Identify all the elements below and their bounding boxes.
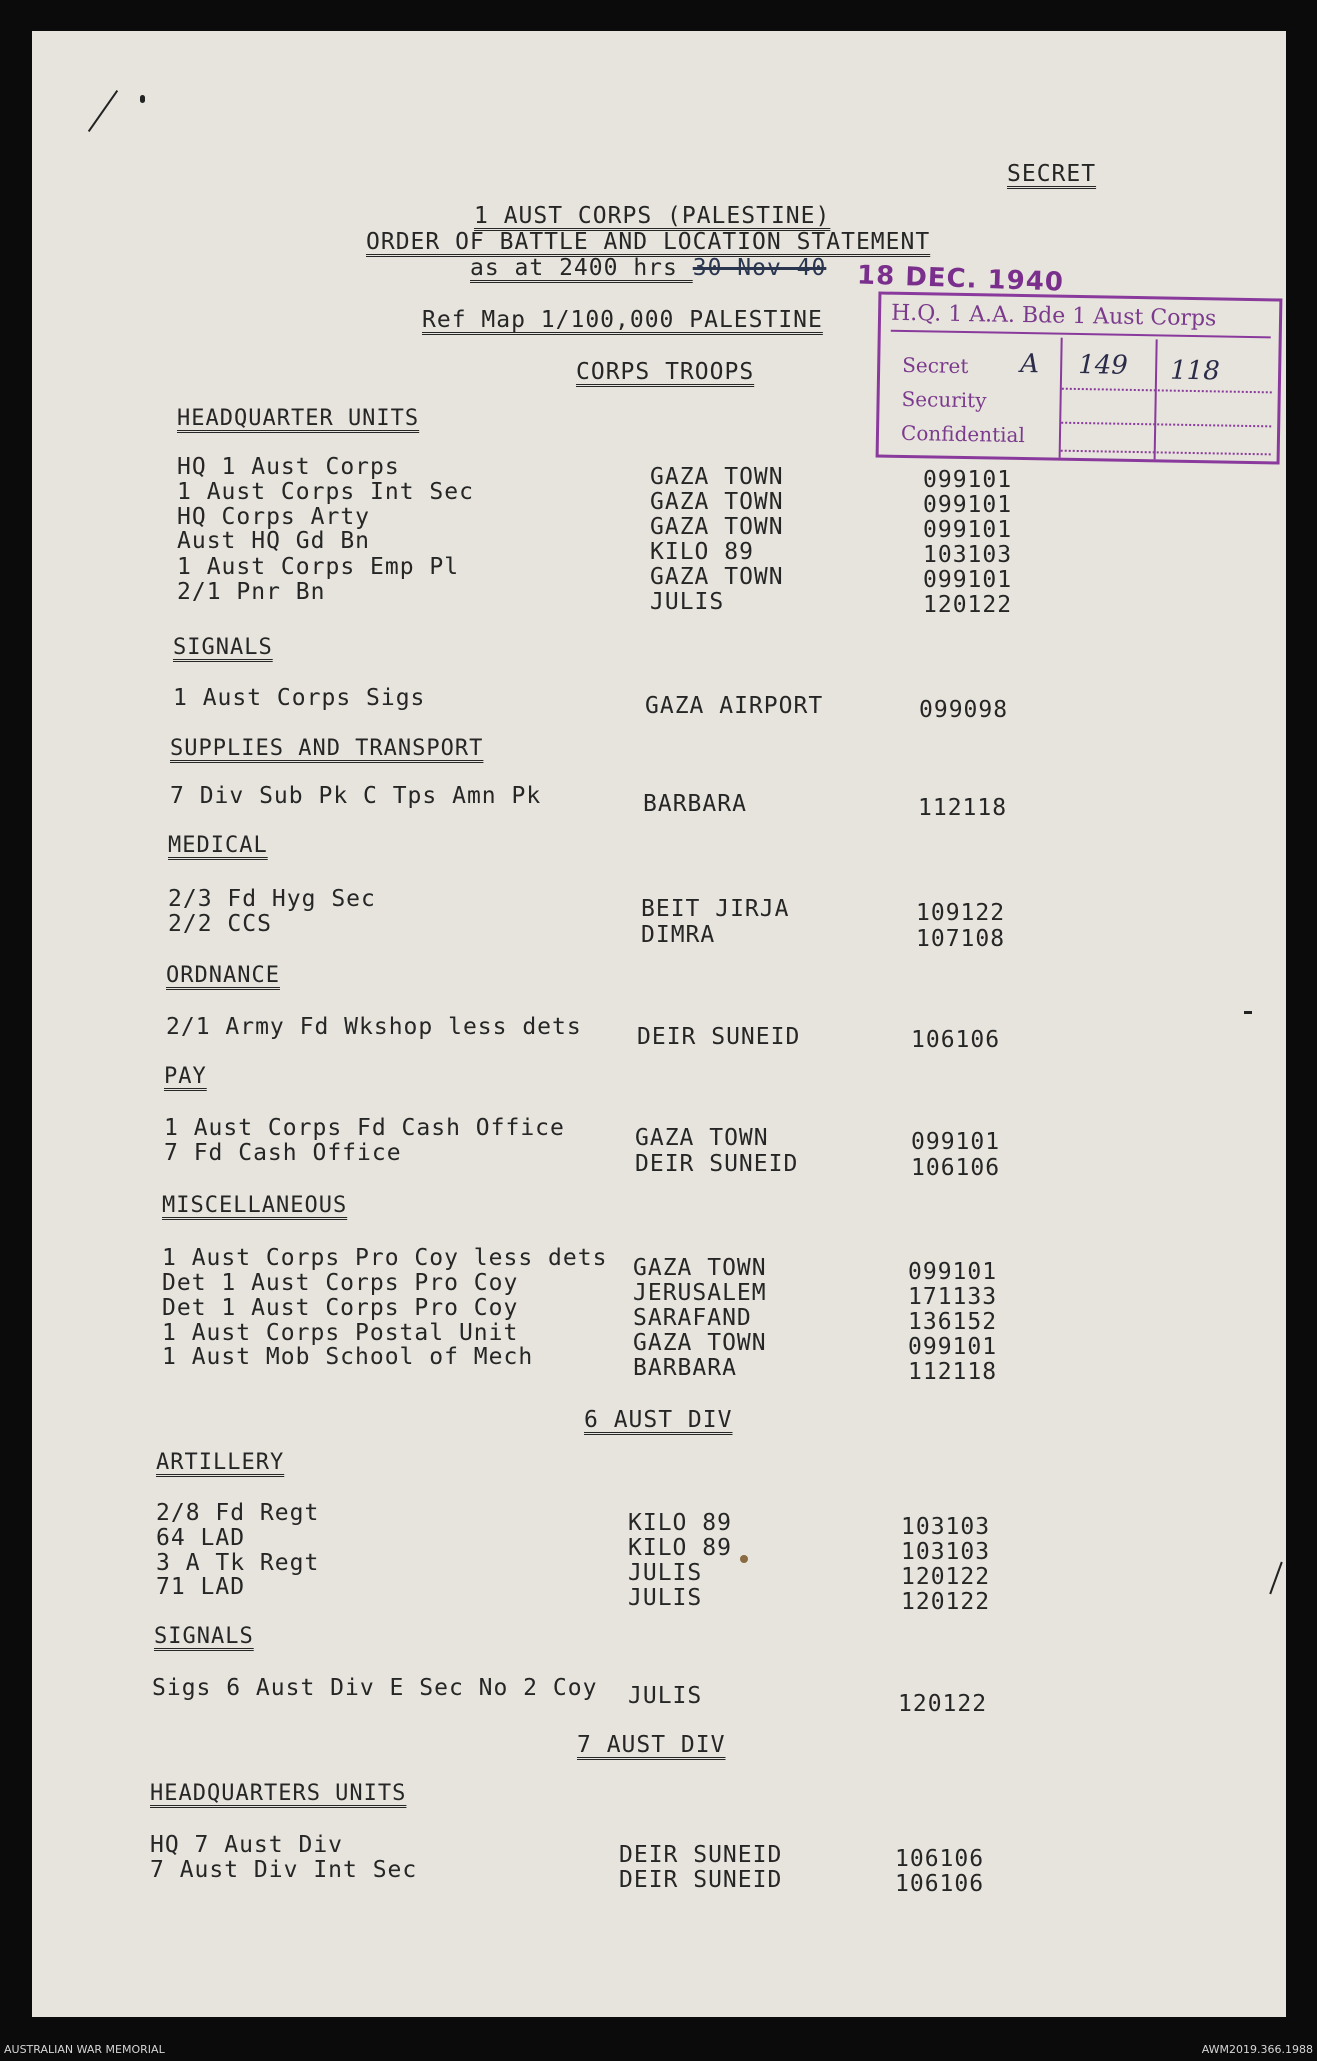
stamp-confidential: Confidential (900, 420, 1026, 448)
location: JERUSALEM (633, 1280, 767, 1306)
stamp-dots-2 (1061, 422, 1271, 428)
stamp-divider-1 (1059, 338, 1063, 458)
heading-signals: SIGNALS (173, 635, 273, 660)
unit: 1 Aust Corps Fd Cash Office (164, 1115, 565, 1141)
ref-map: Ref Map 1/100,000 PALESTINE (422, 307, 823, 333)
grid-ref: 106106 (911, 1155, 1001, 1181)
location: GAZA TOWN (650, 489, 784, 515)
location: GAZA TOWN (650, 564, 784, 590)
unit: 1 Aust Corps Postal Unit (162, 1320, 519, 1346)
grid-ref: 099101 (923, 467, 1013, 493)
stamp-security: Security (901, 386, 987, 413)
grid-ref: 106106 (911, 1027, 1001, 1053)
heading-misc: MISCELLANEOUS (162, 1193, 348, 1218)
location: BARBARA (643, 791, 747, 817)
document-page (32, 31, 1286, 2017)
section-corps-troops: CORPS TROOPS (576, 359, 755, 385)
unit: 7 Div Sub Pk C Tps Amn Pk (170, 783, 542, 809)
receipt-stamp (876, 291, 1283, 464)
title-line-3 (470, 255, 826, 281)
location: JULIS (628, 1585, 703, 1611)
location: GAZA AIRPORT (645, 693, 824, 719)
grid-ref: 109122 (916, 900, 1006, 926)
location: KILO 89 (628, 1510, 732, 1536)
grid-ref: 099101 (923, 567, 1013, 593)
stamp-divider-2 (1154, 339, 1158, 459)
grid-ref: 103103 (923, 542, 1013, 568)
unit: HQ 7 Aust Div (150, 1832, 344, 1858)
footer-right: AWM2019.366.1988 (1201, 2043, 1313, 2056)
unit: 1 Aust Corps Int Sec (177, 479, 474, 505)
location: KILO 89 (628, 1535, 732, 1561)
location: GAZA TOWN (633, 1255, 767, 1281)
unit: 1 Aust Corps Emp Pl (177, 554, 460, 580)
classification-label: SECRET (1007, 161, 1097, 187)
grid-ref: 099101 (911, 1129, 1001, 1155)
unit: Det 1 Aust Corps Pro Coy (162, 1295, 519, 1321)
grid-ref: 120122 (901, 1564, 991, 1590)
location: GAZA TOWN (650, 464, 784, 490)
grid-ref: 120122 (923, 592, 1013, 618)
as-at-text: as at 2400 hrs (470, 255, 693, 281)
grid-ref: 136152 (908, 1309, 998, 1335)
location: JULIS (628, 1683, 703, 1709)
stamp-dots-1 (1062, 388, 1272, 394)
unit: 1 Aust Corps Sigs (173, 685, 426, 711)
grid-ref: 099101 (923, 517, 1013, 543)
grid-ref: 099101 (908, 1334, 998, 1360)
handwritten-118: 118 (1169, 355, 1221, 387)
unit: 7 Aust Div Int Sec (150, 1857, 418, 1883)
unit: 1 Aust Corps Pro Coy less dets (162, 1245, 608, 1271)
location: DEIR SUNEID (635, 1151, 799, 1177)
location: DEIR SUNEID (619, 1867, 783, 1893)
grid-ref: 120122 (898, 1691, 988, 1717)
grid-ref: 107108 (916, 926, 1006, 952)
handwritten-149: 149 (1077, 349, 1129, 381)
unit: HQ Corps Arty (177, 504, 371, 530)
grid-ref: 099101 (908, 1259, 998, 1285)
location: JULIS (628, 1560, 703, 1586)
heading-medical: MEDICAL (168, 833, 268, 858)
location: SARAFAND (633, 1305, 752, 1331)
edge-mark (1244, 1011, 1252, 1014)
heading-supplies: SUPPLIES AND TRANSPORT (170, 736, 484, 761)
grid-ref: 171133 (908, 1284, 998, 1310)
grid-ref: 103103 (901, 1514, 991, 1540)
grid-ref: 103103 (901, 1539, 991, 1565)
heading-pay: PAY (164, 1064, 207, 1089)
heading-hq-units: HEADQUARTER UNITS (177, 406, 420, 431)
grid-ref: 112118 (908, 1359, 998, 1385)
stain-dot (740, 1555, 748, 1563)
grid-ref: 120122 (901, 1589, 991, 1615)
ink-dot (140, 95, 145, 103)
title-line-2: ORDER OF BATTLE AND LOCATION STATEMENT (366, 229, 931, 255)
location: GAZA TOWN (650, 514, 784, 540)
location: GAZA TOWN (633, 1330, 767, 1356)
unit: Sigs 6 Aust Div E Sec No 2 Coy (152, 1675, 598, 1701)
date-stamp: 18 DEC. 1940 (856, 260, 1065, 298)
unit: 2/3 Fd Hyg Sec (168, 886, 376, 912)
edge-line (1269, 1562, 1283, 1595)
location: KILO 89 (650, 539, 754, 565)
stamp-dots-3 (1061, 450, 1271, 456)
pencil-mark (88, 90, 118, 132)
stamp-header: H.Q. 1 A.A. Bde 1 Aust Corps (891, 301, 1271, 339)
location: DEIR SUNEID (637, 1024, 801, 1050)
unit: 2/2 CCS (168, 911, 272, 937)
location: GAZA TOWN (635, 1125, 769, 1151)
title-line-1: 1 AUST CORPS (PALESTINE) (474, 203, 831, 229)
unit: HQ 1 Aust Corps (177, 454, 400, 480)
unit: 64 LAD (156, 1525, 246, 1551)
location: BEIT JIRJA (641, 896, 790, 922)
unit: 71 LAD (156, 1574, 246, 1600)
location: JULIS (650, 589, 725, 615)
location: DIMRA (641, 922, 716, 948)
location: BARBARA (633, 1355, 737, 1381)
unit: 1 Aust Mob School of Mech (162, 1344, 534, 1370)
unit: 2/1 Pnr Bn (177, 579, 326, 605)
grid-ref: 099101 (923, 492, 1013, 518)
handwritten-a: A (1019, 348, 1040, 380)
struck-date: 30 Nov 40 (692, 255, 827, 281)
heading-ordnance: ORDNANCE (166, 963, 280, 988)
unit: 7 Fd Cash Office (164, 1140, 402, 1166)
heading-hq-units-7: HEADQUARTERS UNITS (150, 1781, 407, 1806)
unit: Aust HQ Gd Bn (177, 528, 371, 554)
grid-ref: 099098 (919, 697, 1009, 723)
unit: Det 1 Aust Corps Pro Coy (162, 1270, 519, 1296)
unit: 3 A Tk Regt (156, 1550, 320, 1576)
stamp-secret: Secret (901, 352, 969, 379)
unit: 2/1 Army Fd Wkshop less dets (166, 1014, 582, 1040)
grid-ref: 106106 (895, 1846, 985, 1872)
heading-signals-6: SIGNALS (154, 1624, 254, 1649)
unit: 2/8 Fd Regt (156, 1500, 320, 1526)
location: DEIR SUNEID (619, 1842, 783, 1868)
grid-ref: 106106 (895, 1871, 985, 1897)
footer-left: AUSTRALIAN WAR MEMORIAL (4, 2043, 165, 2056)
grid-ref: 112118 (918, 795, 1008, 821)
section-6-aust-div: 6 AUST DIV (584, 1407, 733, 1433)
heading-artillery: ARTILLERY (156, 1450, 285, 1475)
section-7-aust-div: 7 AUST DIV (577, 1732, 726, 1758)
